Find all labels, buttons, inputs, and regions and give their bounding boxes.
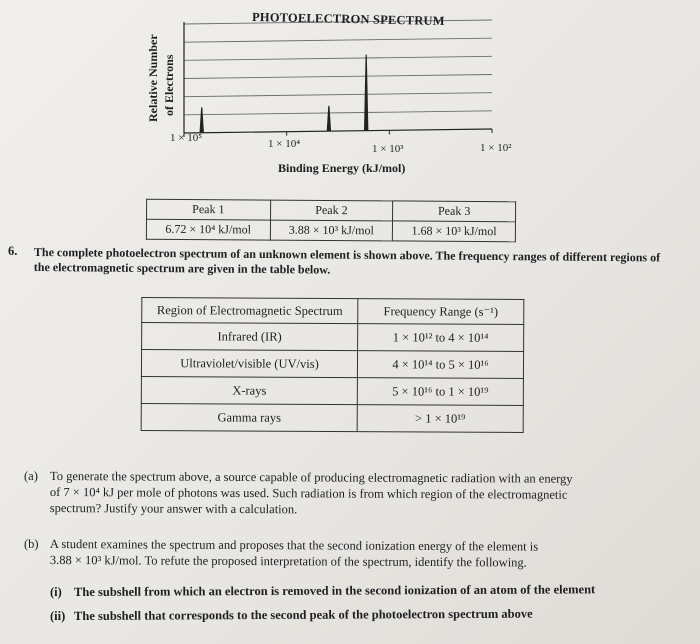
chart-tick-label: 1 × 10³ (372, 143, 404, 155)
part-b-text (50, 536, 538, 571)
peak-value: 3.88 × 10³ kJ/mol (270, 220, 393, 241)
part-b-label: (b) (24, 537, 39, 551)
question-text: The complete photoelectron spectrum of an unknown element is shown above. The frequency ranges of different regions of the electromagnetic spectrum are given in the table below. (33, 245, 661, 277)
em-range: 1 × 10¹² to 4 × 10¹⁴ (358, 324, 524, 352)
em-range: 4 × 10¹⁴ to 5 × 10¹⁶ (357, 351, 523, 379)
part-a-label: (a) (24, 469, 38, 483)
y-label-line1: Relative Number (146, 34, 160, 122)
chart-gridline (184, 93, 492, 97)
y-label-line2: of Electrons (162, 54, 176, 116)
chart-gridline (184, 75, 492, 79)
part-b-item-label: (ii) (50, 609, 66, 623)
part-b-item-label: (i) (50, 585, 62, 599)
peak-header: Peak 3 (393, 201, 516, 222)
chart-peak (364, 55, 368, 131)
part-a-line: spectrum? Justify your answer with a calculation. (49, 500, 298, 517)
em-table-row (141, 403, 523, 432)
em-table-header-row (142, 298, 524, 325)
em-header-frequency: Frequency Range (s⁻¹) (358, 299, 524, 325)
em-region: Infrared (IR) (142, 323, 358, 351)
chart-x-axis (184, 129, 492, 133)
em-table-row (142, 323, 524, 352)
chart-gridline (184, 111, 492, 115)
peak-table-value-row (146, 219, 515, 242)
em-header-region: Region of Electromagnetic Spectrum (142, 298, 358, 324)
chart-peaks (200, 55, 369, 133)
part-b-item-text: The subshell that corresponds to the second peak of the photoelectron spectrum above (74, 606, 533, 623)
peak-value: 1.68 × 10³ kJ/mol (393, 221, 516, 242)
chart-tick-label: 1 × 10⁵ (170, 132, 203, 144)
chart-tick-label: 1 × 10² (480, 142, 512, 154)
part-a-line: To generate the spectrum above, a source capable of producing electromagnetic radiation with an energy (49, 469, 573, 486)
chart-title: PHOTOELECTRON SPECTRUM (251, 9, 445, 29)
chart-tick-label: 1 × 10⁴ (268, 138, 301, 150)
part-b-item-text: The subshell from which an electron is removed in the second ionization of an atom of the element (74, 582, 596, 599)
chart-gridline (184, 56, 492, 60)
em-table-row (141, 376, 523, 405)
peak-table-header-row (147, 199, 516, 222)
peak-table (146, 199, 516, 243)
part-b-line: 3.88 × 10³ kJ/mol. To refute the proposed interpretation of the spectrum, identify the following. (49, 552, 527, 570)
part-a-line: of 7 × 10⁴ kJ per mole of photons was used. Such radiation is from which region of the electromagnetic (49, 484, 568, 502)
em-region: Gamma rays (141, 403, 357, 431)
peak-header: Peak 1 (147, 199, 271, 220)
chart-peak (200, 107, 204, 132)
chart-y-axis-label (144, 36, 184, 124)
chart-peak (327, 106, 331, 131)
peak-value: 6.72 × 10⁴ kJ/mol (146, 219, 270, 240)
chart-x-axis-label: Binding Energy (kJ/mol) (278, 161, 406, 175)
em-spectrum-table (141, 297, 525, 433)
em-region: Ultraviolet/visible (UV/vis) (141, 350, 357, 378)
peak-header: Peak 2 (270, 200, 393, 221)
chart-gridlines (184, 20, 492, 115)
part-b-line: A student examines the spectrum and proposes that the second ionization energy of the element is (49, 537, 539, 554)
chart-gridline (184, 38, 492, 42)
em-range: 5 × 10¹⁶ to 1 × 10¹⁹ (357, 378, 523, 406)
question-number: 6. (8, 244, 18, 258)
em-table-row (141, 350, 523, 379)
em-range: > 1 × 10¹⁹ (357, 405, 523, 433)
em-region: X-rays (141, 376, 357, 404)
part-a-text (50, 468, 573, 519)
